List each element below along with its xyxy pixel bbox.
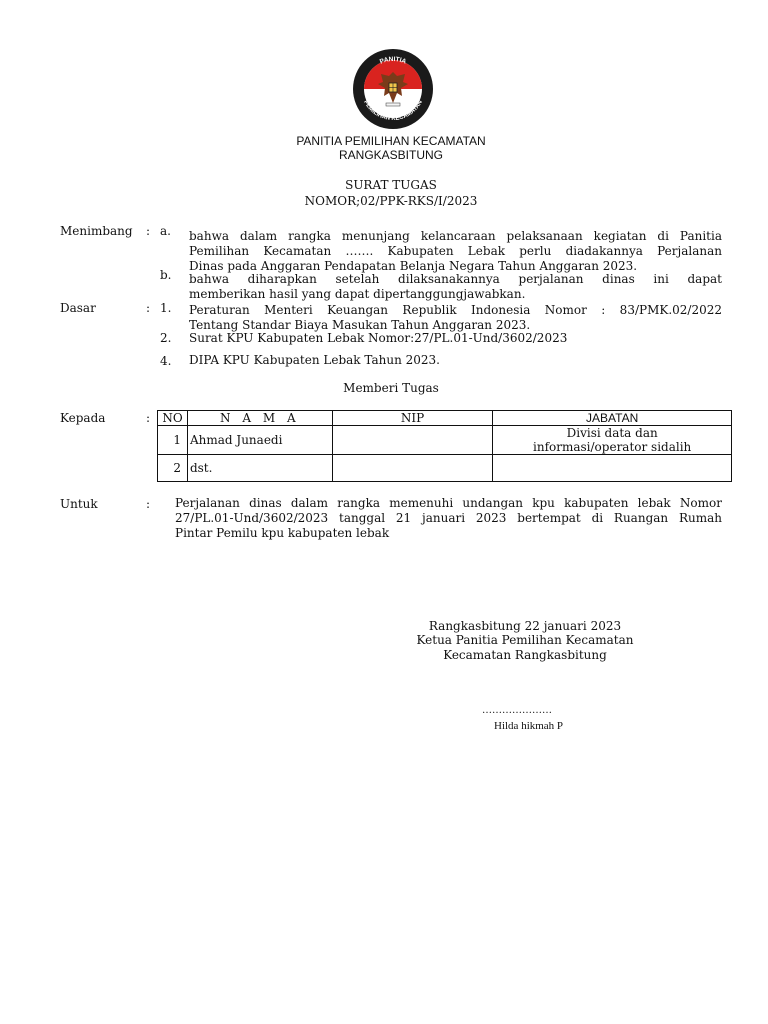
document-number: NOMOR;02/PPK-RKS/I/2023 xyxy=(304,194,478,208)
kepada-label: Kepada xyxy=(60,411,106,425)
dasar-item-2: Surat KPU Kabupaten Lebak Nomor:27/PL.01-Und/3602/2023 xyxy=(189,331,568,345)
ppk-emblem-logo xyxy=(351,48,435,130)
text-line: bahwa diharapkan setelah dilaksanakannya perjalanan dinas ini dapat xyxy=(189,272,722,286)
cell-jabatan xyxy=(493,426,732,455)
signature-dots: ………………… xyxy=(482,705,552,716)
text-line: bahwa dalam rangka menunjang kelancaraan pelaksanaan kegiatan di Panitia xyxy=(189,229,722,243)
untuk-label: Untuk xyxy=(60,497,98,511)
dasar-marker-2: 2. xyxy=(160,331,172,345)
dasar-item-4: DIPA KPU Kabupaten Lebak Tahun 2023. xyxy=(189,353,440,367)
text-line: Dinas pada Anggaran Pendapatan Belanja Negara Tahun Anggaran 2023. xyxy=(189,259,638,273)
text-line: Peraturan Menteri Keuangan Republik Indonesia Nomor : 83/PMK.02/2022 xyxy=(189,303,722,317)
table-header-row xyxy=(158,411,732,426)
menimbang-marker-b: b. xyxy=(160,268,172,282)
logo-bottom-text: PEMILIHAN KECAMATAN xyxy=(362,99,424,123)
dasar-item-1 xyxy=(189,303,722,333)
cell-no: 1 xyxy=(158,426,188,455)
col-header-nip: NIP xyxy=(332,411,493,426)
col-header-nama: N A M A xyxy=(187,411,332,426)
menimbang-marker-a: a. xyxy=(160,224,171,238)
untuk-colon: : xyxy=(146,497,151,511)
untuk-text xyxy=(175,496,722,541)
cell-no: 2 xyxy=(158,455,188,482)
signature-position-line2: Kecamatan Rangkasbitung xyxy=(443,648,607,662)
kepada-colon: : xyxy=(146,411,151,425)
menimbang-item-a xyxy=(189,229,722,274)
signature-position-line1: Ketua Panitia Pemilihan Kecamatan xyxy=(416,633,634,647)
document-title: SURAT TUGAS xyxy=(345,178,437,192)
cell-nip xyxy=(332,426,493,455)
staff-table xyxy=(157,410,732,482)
menimbang-colon: : xyxy=(146,224,151,238)
dasar-marker-1: 1. xyxy=(160,301,172,315)
signature-place-date: Rangkasbitung 22 januari 2023 xyxy=(428,619,622,633)
cell-nama: Ahmad Junaedi xyxy=(187,426,332,455)
jabatan-line: informasi/operator sidalih xyxy=(533,440,692,454)
dasar-colon: : xyxy=(146,301,151,315)
text-line: Tentang Standar Biaya Masukan Tahun Anggaran 2023. xyxy=(189,318,531,332)
col-header-no: NO xyxy=(158,411,188,426)
cell-nama: dst. xyxy=(187,455,332,482)
dasar-label: Dasar xyxy=(60,301,96,315)
text-line: Perjalanan dinas dalam rangka memenuhi undangan kpu kabupaten lebak Nomor xyxy=(175,496,722,510)
cell-nip xyxy=(332,455,493,482)
dasar-marker-4: 4. xyxy=(160,354,172,368)
table-row xyxy=(158,455,732,482)
menimbang-item-b xyxy=(189,272,722,302)
text-line: Pintar Pemilu kpu kabupaten lebak xyxy=(175,526,390,540)
cell-jabatan xyxy=(493,455,732,482)
table-row xyxy=(158,426,732,455)
signatory-name: Hilda hikmah P xyxy=(494,720,564,732)
org-name-line2: RANGKASBITUNG xyxy=(338,148,443,162)
memberi-tugas-heading: Memberi Tugas xyxy=(343,381,439,395)
org-name-line1: PANITIA PEMILIHAN KECAMATAN xyxy=(296,134,486,148)
menimbang-label: Menimbang xyxy=(60,224,133,238)
logo-top-text: PANITIA xyxy=(378,55,408,66)
col-header-jabatan: JABATAN xyxy=(493,411,732,426)
text-line: Pemilihan Kecamatan ……. Kabupaten Lebak perlu diadakannya Perjalanan xyxy=(189,244,722,258)
text-line: memberikan hasil yang dapat dipertanggungjawabkan. xyxy=(189,287,526,301)
jabatan-line: Divisi data dan xyxy=(566,426,658,440)
text-line: 27/PL.01-Und/3602/2023 tanggal 21 januari 2023 bertempat di Ruangan Rumah xyxy=(175,511,722,525)
